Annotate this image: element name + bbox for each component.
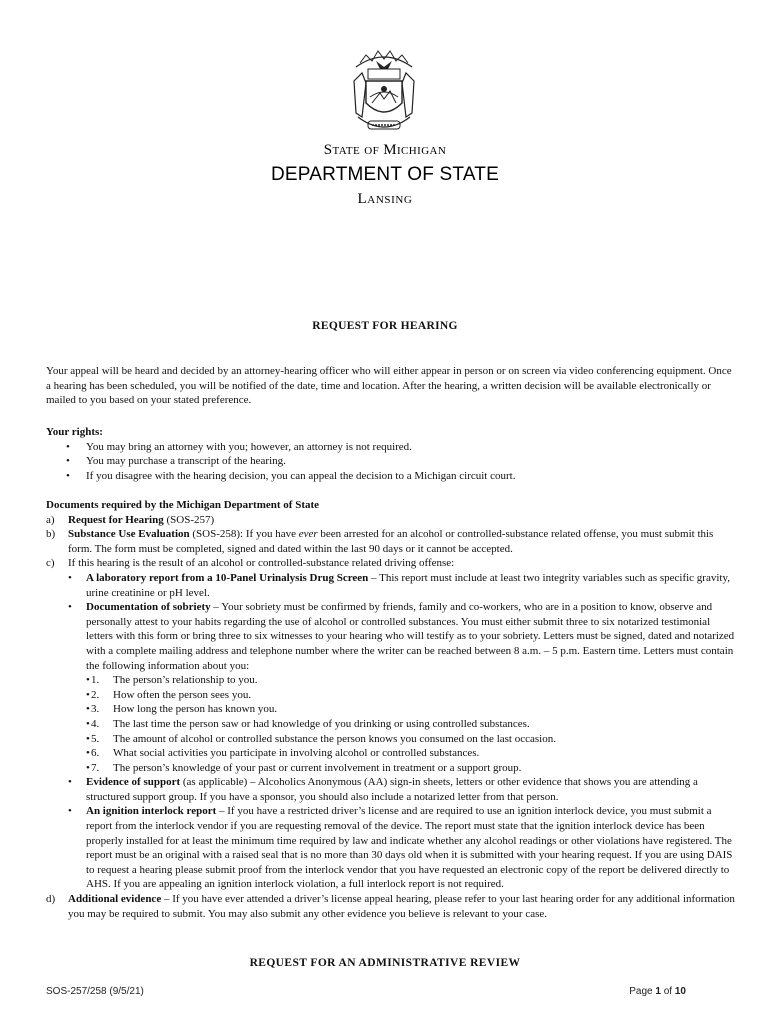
item-text: – If you have ever attended a driver’s license appeal hearing, please refer to your last hearing order for any additional information you may be required to submit. You may also submit any other evidence you believe is relevant to your case. [68,893,735,920]
document-item-c [46,556,736,892]
documents-section [46,498,736,921]
item-text: If this hearing is the result of an alcohol or controlled-substance related driving offense: [68,557,455,570]
list-item-sobriety [68,600,736,775]
item-emphasis: ever [298,528,318,541]
list-item: • 4. The last time the person saw or had knowledge of you drinking or using controlled substances. [86,717,736,732]
list-item: • You may purchase a transcript of the hearing. [46,454,736,469]
list-item: • 7. The person’s knowledge of your past or current involvement in treatment or a support group. [86,761,736,776]
intro-paragraph: Your appeal will be heard and decided by an attorney-hearing officer who will either appear in person or on screen via video conferencing equipment. Once a hearing has been scheduled, you will be notified of the date, time and location. After the hearing, a written decision will be available electronically or mailed to you based on your stated preference. [46,365,732,407]
list-item-support [68,775,736,804]
item-title: Substance Use Evaluation [68,528,190,541]
list-item: • 1. The person’s relationship to you. [86,673,736,688]
item-label: b) [46,528,56,541]
item-text: (SOS-258): If you have [189,528,299,541]
department-name: DEPARTMENT OF STATE [271,164,499,185]
documents-heading: Documents required by the Michigan Department of State [46,499,320,511]
document-item-a [46,513,736,528]
item-title: Documentation of sobriety [86,601,211,614]
item-text: been arrested for an alcohol or controlled-substance related offense, you must submit this form. The form must be completed, signed and dated within the last 90 days or it cannot be accepted. [68,528,714,555]
rights-section [46,425,736,483]
page-number: Page 1 of 10 [629,986,686,997]
item-title: Evidence of support [86,776,181,789]
state-name: State of Michigan [323,142,447,158]
item-label: d) [46,893,56,906]
item-text: – This report must include at least two integrity variables such as specific gravity, urine creatinine or pH level. [86,571,730,599]
list-item: • 3. How long the person has known you. [86,702,736,717]
item-title: Additional evidence [68,893,162,906]
city-name: Lansing [357,191,413,207]
item-label: a) [46,513,55,526]
document-item-d [46,892,736,921]
rights-heading: Your rights: [46,426,103,438]
list-item: • 2. How often the person sees you. [86,688,736,703]
item-label: c) [46,557,55,570]
administrative-review-heading: REQUEST FOR AN ADMINISTRATIVE REVIEW [249,957,521,969]
item-text: (as applicable) – Alcoholics Anonymous (AA) sign-in sheets, letters or other evidence that shows you are attending a structured support group. If you have a sponsor, you should also include a notarized letter from that person. [86,776,698,803]
page-title: REQUEST FOR HEARING [312,320,458,332]
list-item: • 5. The amount of alcohol or controlled substance the person knows you consumed on the last occasion. [86,732,736,747]
item-text: – Your sobriety must be confirmed by friends, family and co-workers, who are in a position to know, observe and personally attest to your habits regarding the use of alcohol or controlled substances. You must either submit three to six notarized testimonial letters with this form or bring three to six witnesses to your hearing who will testify as to your sobriety. Letters must be signed, dated and notarized with a complete mailing address and telephone number where the writer can be reached between 8 a.m. – 5 p.m. Eastern time. Letters must contain the following information about you: [86,601,735,672]
item-title: An ignition interlock report [86,805,217,818]
sobriety-requirements-list [86,673,736,775]
item-title: Request for Hearing [68,513,164,526]
list-item: • You may bring an attorney with you; however, an attorney is not required. [46,440,736,455]
list-item: • If you disagree with the hearing decision, you can appeal the decision to a Michigan circuit court. [46,469,736,484]
evidence-list [68,571,736,892]
document-item-b [46,527,736,556]
rights-list [46,440,736,484]
list-item-interlock [68,804,736,892]
item-text: (SOS-257) [163,513,215,526]
list-item-lab-report [68,571,736,600]
item-text: – If you have a restricted driver’s license and are required to use an ignition interlock device, you must submit a report from the interlock vendor if you are requesting removal of the device. The report must state that the ignition interlock device has been properly installed for at least the minimum time required by law and indicate whether any alcohol readings or other violations have registered. The report must be an original with a raised seal that is no more than 30 days old when it is submitted with your hearing request. If you are using DAIS to request a hearing please submit proof from the interlock vendor that you have requested an electronic copy of the report be delivered directly to AHS. If you are appealing an ignition interlock violation, a full interlock report is not required. [86,805,733,891]
form-id: SOS-257/258 (9/5/21) [46,986,144,997]
item-title: A laboratory report from a 10-Panel Urinalysis Drug Screen [86,571,369,584]
list-item: • 6. What social activities you participate in involving alcohol or controlled substances. [86,746,736,761]
michigan-state-seal-icon [346,47,422,137]
